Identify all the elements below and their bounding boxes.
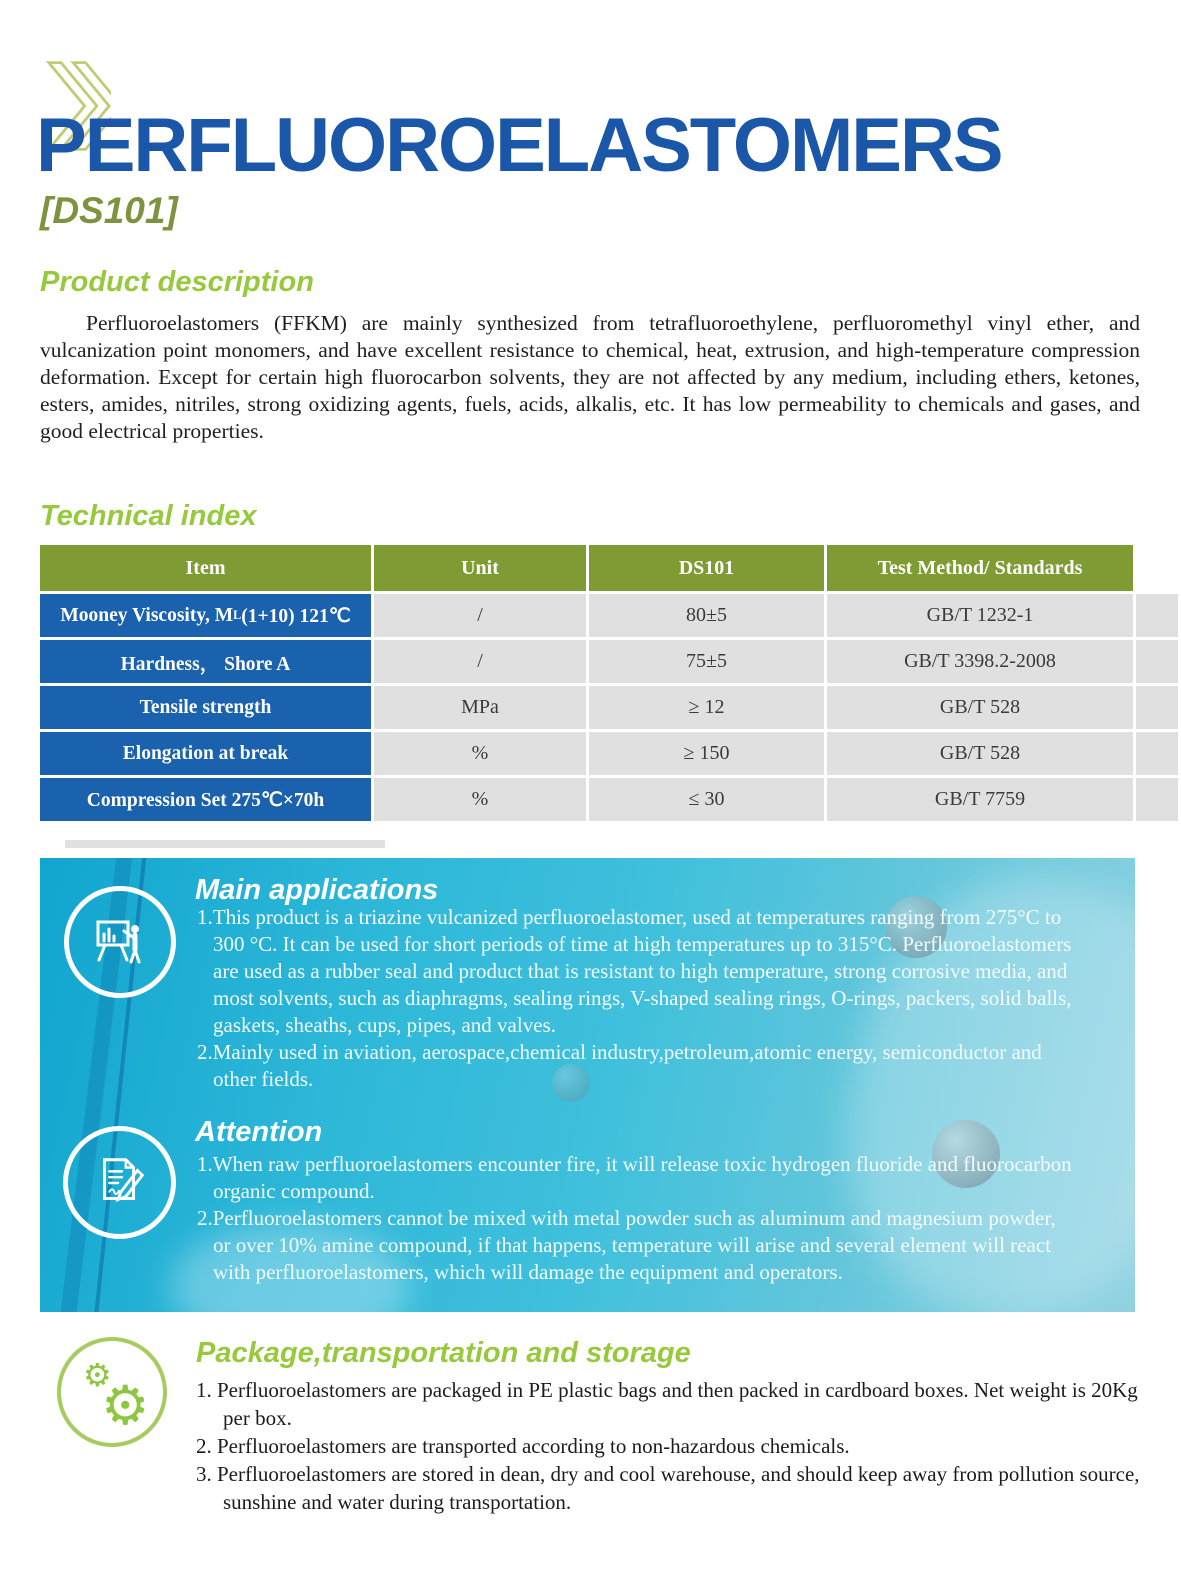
gears-icon [57,1337,167,1447]
cell-unit: % [374,732,586,775]
list-item: 3. Perfluoroelastomers are stored in dean, dry and cool warehouse, and should keep away from pollution source, sunshine and water during transportation. [196,1462,1140,1514]
cell-method: GB/T 1232-1 [827,594,1133,637]
applications-panel [40,858,1135,1312]
attention-heading: Attention [195,1116,323,1148]
list-item: 1. Perfluoroelastomers are packaged in PE plastic bags and then packed in cardboard boxes. Net weight is 20Kg per box. [196,1378,1138,1430]
attention-list [197,1151,1077,1286]
product-description-body [40,310,1140,445]
cell-ds101: ≤ 30 [589,778,824,821]
package-heading: Package,transportation and storage [196,1337,691,1369]
small-gear-glyph: ⚙ [83,1356,112,1394]
cell-unit: / [374,640,586,683]
product-code: [DS101] [40,190,178,231]
cell-item: Hardness， Shore A [40,640,371,683]
cell-method: GB/T 7759 [827,778,1133,821]
cell-ds101: ≥ 12 [589,686,824,729]
column-header-ds101: DS101 [589,545,824,591]
main-applications-list [197,904,1077,1093]
cell-unit: / [374,594,586,637]
presentation-board-person-icon [64,886,176,998]
page-title: PERFLUOROELASTOMERS [36,103,1002,188]
list-item: 1.When raw perfluoroelastomers encounter fire, it will release toxic hydrogen fluoride and fluorocarbon organic compound. [197,1152,1072,1203]
list-item: 2.Mainly used in aviation, aerospace,chemical industry,petroleum,atomic energy, semiconductor and other fields. [197,1040,1042,1091]
row-edge-fragment [1136,732,1178,775]
column-header-method: Test Method/ Standards [827,545,1133,591]
large-gear-glyph: ⚙ [101,1374,150,1437]
cell-method: GB/T 3398.2-2008 [827,640,1133,683]
technical-index-heading: Technical index [40,500,257,532]
item-label: Mooney Viscosity, M [60,604,234,626]
cell-item: Elongation at break [40,732,371,775]
header-edge-fragment [1136,545,1178,591]
cell-ds101: 75±5 [589,640,824,683]
row-edge-fragment [1136,778,1178,821]
row-edge-fragment [1136,640,1178,683]
table-bottom-artifact [65,840,385,848]
technical-index-table [40,545,1178,821]
list-item: 2.Perfluoroelastomers cannot be mixed with metal powder such as aluminum and magnesium powder, or over 10% amine compound, if that happens, temperature will arise and several element will react with perfluoroelastomers, which will damage the equipment and operators. [197,1206,1056,1284]
package-list [196,1376,1146,1516]
cell-item: Compression Set 275℃×70h [40,778,371,821]
column-header-unit: Unit [374,545,586,591]
column-header-item: Item [40,545,371,591]
list-item: 1.This product is a triazine vulcanized perfluoroelastomer, used at temperatures ranging from 275°C to 300 °C. It can be used for short periods of time at high temperatures up to 315°C. Perfluoroelastomers are used as a rubber seal and product that is resistant to high temperature, strong corrosive media, and most solvents, such as diaphragms, sealing rings, V-shaped sealing rings, O-rings, packers, solid balls, gaskets, sheaths, cups, pipes, and valves. [197,905,1072,1037]
cell-item: Tensile strength [40,686,371,729]
cell-ds101: ≥ 150 [589,732,824,775]
cell-method: GB/T 528 [827,732,1133,775]
item-label-rest: (1+10) 121℃ [241,605,351,627]
row-edge-fragment [1136,686,1178,729]
document-pencil-icon [63,1126,176,1239]
cell-ds101: 80±5 [589,594,824,637]
main-applications-heading: Main applications [195,874,439,906]
cell-item [40,594,371,637]
list-item: 2. Perfluoroelastomers are transported according to non-hazardous chemicals. [196,1434,850,1458]
cell-unit: % [374,778,586,821]
cell-unit: MPa [374,686,586,729]
cell-method: GB/T 528 [827,686,1133,729]
product-description-heading: Product description [40,266,314,298]
row-edge-fragment [1136,594,1178,637]
description-paragraph: Perfluoroelastomers (FFKM) are mainly synthesized from tetrafluoroethylene, perfluoromethyl vinyl ether, and vulcanization point monomers, and have excellent resistance to chemical, heat, extrusion, and high-temperature compression deformation. Except for certain high fluorocarbon solvents, they are not affected by any medium, including ethers, ketones, esters, amides, nitriles, strong oxidizing agents, fuels, acids, alkalis, etc. It has low permeability to chemicals and gases, and good electrical properties. [40,311,1140,443]
item-label-subscript: L [233,608,242,622]
